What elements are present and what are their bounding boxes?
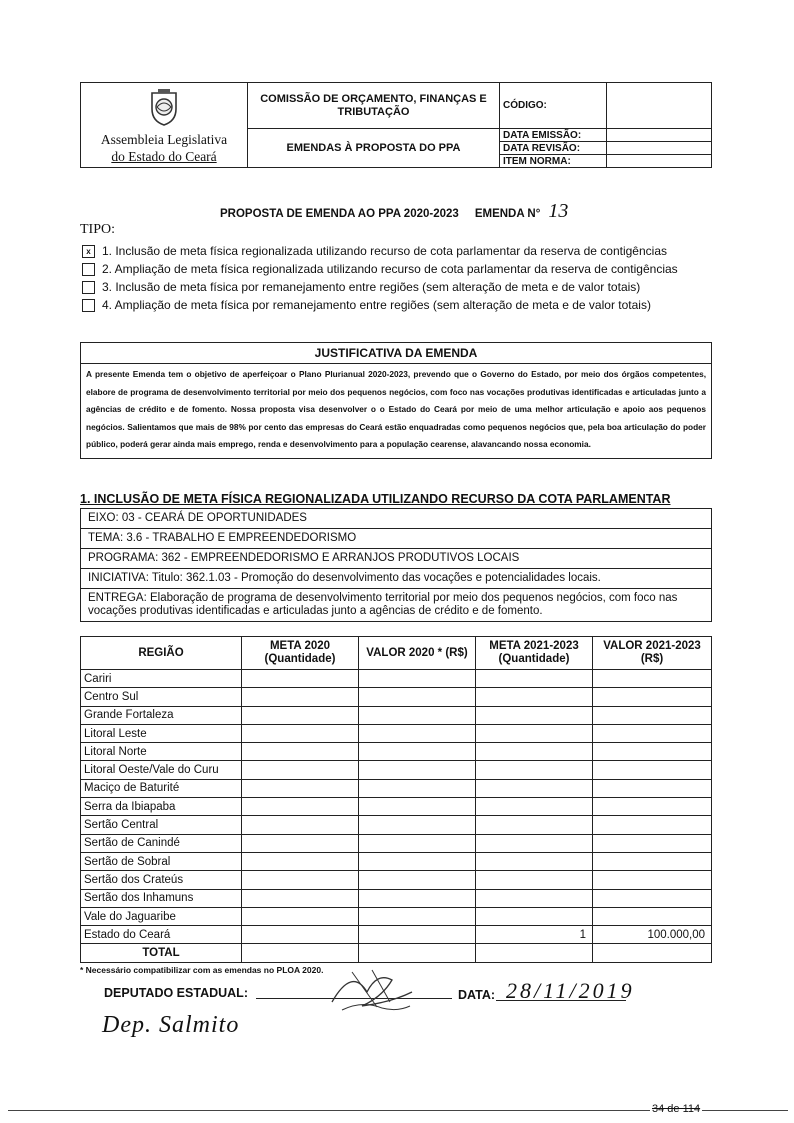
tipo-option-2[interactable]: 2. Ampliação de meta física regionalizada utilizando recurso de cota parlamentar da reserva de contigências [82,260,722,278]
data-emissao-label: DATA EMISSÃO: [500,129,607,142]
value-cell [242,688,359,706]
table-header-row [81,637,712,670]
table-row [81,779,712,797]
col-header-valor-2021-2023: VALOR 2021-2023 (R$) [593,637,712,670]
document-subtitle: EMENDAS À PROPOSTA DO PPA [248,129,500,168]
value-cell [359,706,476,724]
col-header-valor-2020: VALOR 2020 * (R$) [359,637,476,670]
value-cell [593,871,712,889]
value-cell [476,907,593,925]
value-cell [359,724,476,742]
region-cell: Grande Fortaleza [81,706,242,724]
committee-name: COMISSÃO DE ORÇAMENTO, FINANÇAS E TRIBUTAÇÃO [248,83,500,129]
checkbox[interactable]: x [82,245,95,258]
program-info-table [80,508,712,622]
value-cell [476,670,593,688]
proposal-title: PROPOSTA DE EMENDA AO PPA 2020-2023 [220,208,459,220]
iniciativa-field: INICIATIVA: Titulo: 362.1.03 - Promoção do desenvolvimento das vocações e potencialidades locais. [81,569,712,589]
region-cell: Centro Sul [81,688,242,706]
value-cell [242,816,359,834]
value-cell [359,926,476,944]
justificativa-title: JUSTIFICATIVA DA EMENDA [81,343,711,364]
checkbox[interactable] [82,299,95,312]
signature-scribble-icon [322,962,422,1020]
value-cell [593,706,712,724]
value-cell [242,724,359,742]
region-cell: Litoral Leste [81,724,242,742]
value-cell [359,907,476,925]
region-cell: Litoral Norte [81,743,242,761]
tipo-option-1[interactable]: x 1. Inclusão de meta física regionalizada utilizando recurso de cota parlamentar da reserva de contigências [82,242,722,260]
deputado-label: DEPUTADO ESTADUAL: [104,986,248,1000]
emenda-label: EMENDA N° [474,208,541,220]
data-emissao-value [607,129,712,142]
region-cell: Sertão dos Crateús [81,871,242,889]
value-cell [359,944,476,962]
value-cell [359,871,476,889]
regional-goals-table [80,636,712,963]
region-cell: Serra da Ibiapaba [81,798,242,816]
value-cell [476,944,593,962]
value-cell [476,706,593,724]
value-cell [476,779,593,797]
value-cell [242,871,359,889]
value-cell [476,743,593,761]
region-cell: Maciço de Baturité [81,779,242,797]
value-cell [593,798,712,816]
tipo-option-4[interactable]: 4. Ampliação de meta física por remanejamento entre regiões (sem alteração de meta e de valor totais) [82,296,722,314]
value-cell [593,724,712,742]
value-cell [476,889,593,907]
value-cell [593,761,712,779]
value-cell [359,779,476,797]
value-cell [359,816,476,834]
value-cell [593,852,712,870]
region-cell: Estado do Ceará [81,926,242,944]
value-cell [359,670,476,688]
emenda-number: 13 [548,200,569,222]
value-cell [593,834,712,852]
value-cell [476,816,593,834]
tipo-option-3[interactable]: 3. Inclusão de meta física por remanejamento entre regiões (sem alteração de meta e de valor totais) [82,278,722,296]
data-revisao-label: DATA REVISÃO: [500,142,607,155]
eixo-field: EIXO: 03 - CEARÁ DE OPORTUNIDADES [81,509,712,529]
codigo-value [607,83,712,129]
header-box [80,82,712,168]
value-cell [593,907,712,925]
value-cell [242,798,359,816]
region-cell: Sertão de Sobral [81,852,242,870]
tipo-label: TIPO: [80,222,115,237]
region-cell: TOTAL [81,944,242,962]
table-row [81,761,712,779]
col-header-meta-2021-2023: META 2021-2023 (Quantidade) [476,637,593,670]
value-cell [242,907,359,925]
value-cell [359,688,476,706]
organization-cell [81,83,248,168]
handwritten-date: 28/11/2019 [506,978,635,1003]
proposal-heading [220,200,568,223]
data-label: DATA: [458,988,496,1002]
item-norma-label: ITEM NORMA: [500,155,607,168]
date-line [496,1000,626,1001]
region-cell: Vale do Jaguaribe [81,907,242,925]
value-cell [359,798,476,816]
justificativa-box [80,342,712,459]
value-cell [476,688,593,706]
org-name-line1: Assembleia Legislativa [100,132,228,147]
value-cell [359,743,476,761]
col-header-meta-2020: META 2020 (Quantidade) [242,637,359,670]
region-cell: Sertão Central [81,816,242,834]
value-cell [242,761,359,779]
value-cell [593,944,712,962]
checkbox[interactable] [82,281,95,294]
value-cell [359,761,476,779]
value-cell [476,761,593,779]
region-cell: Litoral Oeste/Vale do Curu [81,761,242,779]
value-cell [359,834,476,852]
value-cell [476,798,593,816]
region-cell: Sertão de Canindé [81,834,242,852]
value-cell [242,779,359,797]
table-row [81,670,712,688]
value-cell [242,743,359,761]
value-cell [476,852,593,870]
value-cell [242,834,359,852]
data-revisao-value [607,142,712,155]
justificativa-text: A presente Emenda tem o objetivo de aperfeiçoar o Plano Plurianual 2020-2023, prevendo que o Governo do Estado, por meio dos órgãos competentes, elabore de programa de desenvolvimento territorial por meio dos pequenos negócios, com foco nas vocações produtivas identificadas e articuladas junto a agências de crédito e de fomento. Nossa proposta visa desenvolver o o Estado do Ceará por meio de uma melhor articulação e apoio aos pequenos negócios. Salientamos que mais de 98% por cento das empresas do Ceará estão enquadradas como pequenos negócios que, pela boa articulação do poder público, poderá gerar ainda mais emprego, renda e desenvolvimento para a população cearense, alavancando nossa economia. [86,369,706,449]
table-row [81,798,712,816]
table-row [81,724,712,742]
table-row [81,852,712,870]
table-row [81,706,712,724]
value-cell [593,743,712,761]
page-number: 34 de 114 [652,1103,701,1115]
table-row [81,816,712,834]
tipo-options [82,242,722,314]
coat-of-arms-icon [146,89,182,127]
value-cell [242,944,359,962]
value-cell [593,889,712,907]
value-cell [593,670,712,688]
value-cell [476,871,593,889]
value-cell: 1 [476,926,593,944]
table-row [81,944,712,962]
table-row [81,889,712,907]
value-cell [476,724,593,742]
checkbox[interactable] [82,263,95,276]
region-cell: Cariri [81,670,242,688]
value-cell [242,670,359,688]
value-cell [242,852,359,870]
table-footnote: * Necessário compatibilizar com as emendas no PLOA 2020. [80,965,324,975]
item-norma-value [607,155,712,168]
value-cell [242,706,359,724]
table-row [81,743,712,761]
value-cell [242,926,359,944]
value-cell [359,852,476,870]
region-cell: Sertão dos Inhamuns [81,889,242,907]
value-cell [359,889,476,907]
value-cell [476,834,593,852]
programa-field: PROGRAMA: 362 - EMPREENDEDORISMO E ARRANJOS PRODUTIVOS LOCAIS [81,549,712,569]
value-cell [593,779,712,797]
value-cell [593,816,712,834]
value-cell [593,688,712,706]
handwritten-name: Dep. Salmito [102,1012,240,1038]
value-cell [242,889,359,907]
table-row [81,926,712,944]
table-row [81,871,712,889]
value-cell: 100.000,00 [593,926,712,944]
section-title: 1. INCLUSÃO DE META FÍSICA REGIONALIZADA UTILIZANDO RECURSO DA COTA PARLAMENTAR [80,492,671,506]
table-row [81,834,712,852]
tema-field: TEMA: 3.6 - TRABALHO E EMPREENDEDORISMO [81,529,712,549]
entrega-field: ENTREGA: Elaboração de programa de desenvolvimento territorial por meio dos pequenos negócios, com foco nas vocações produtivas identificadas e articuladas junto a agências de crédito e de fomento. [81,589,712,622]
col-header-regiao: REGIÃO [81,637,242,670]
org-name-line2: do Estado do Ceará [111,149,217,164]
table-row [81,688,712,706]
codigo-label: CÓDIGO: [500,83,607,129]
table-row [81,907,712,925]
